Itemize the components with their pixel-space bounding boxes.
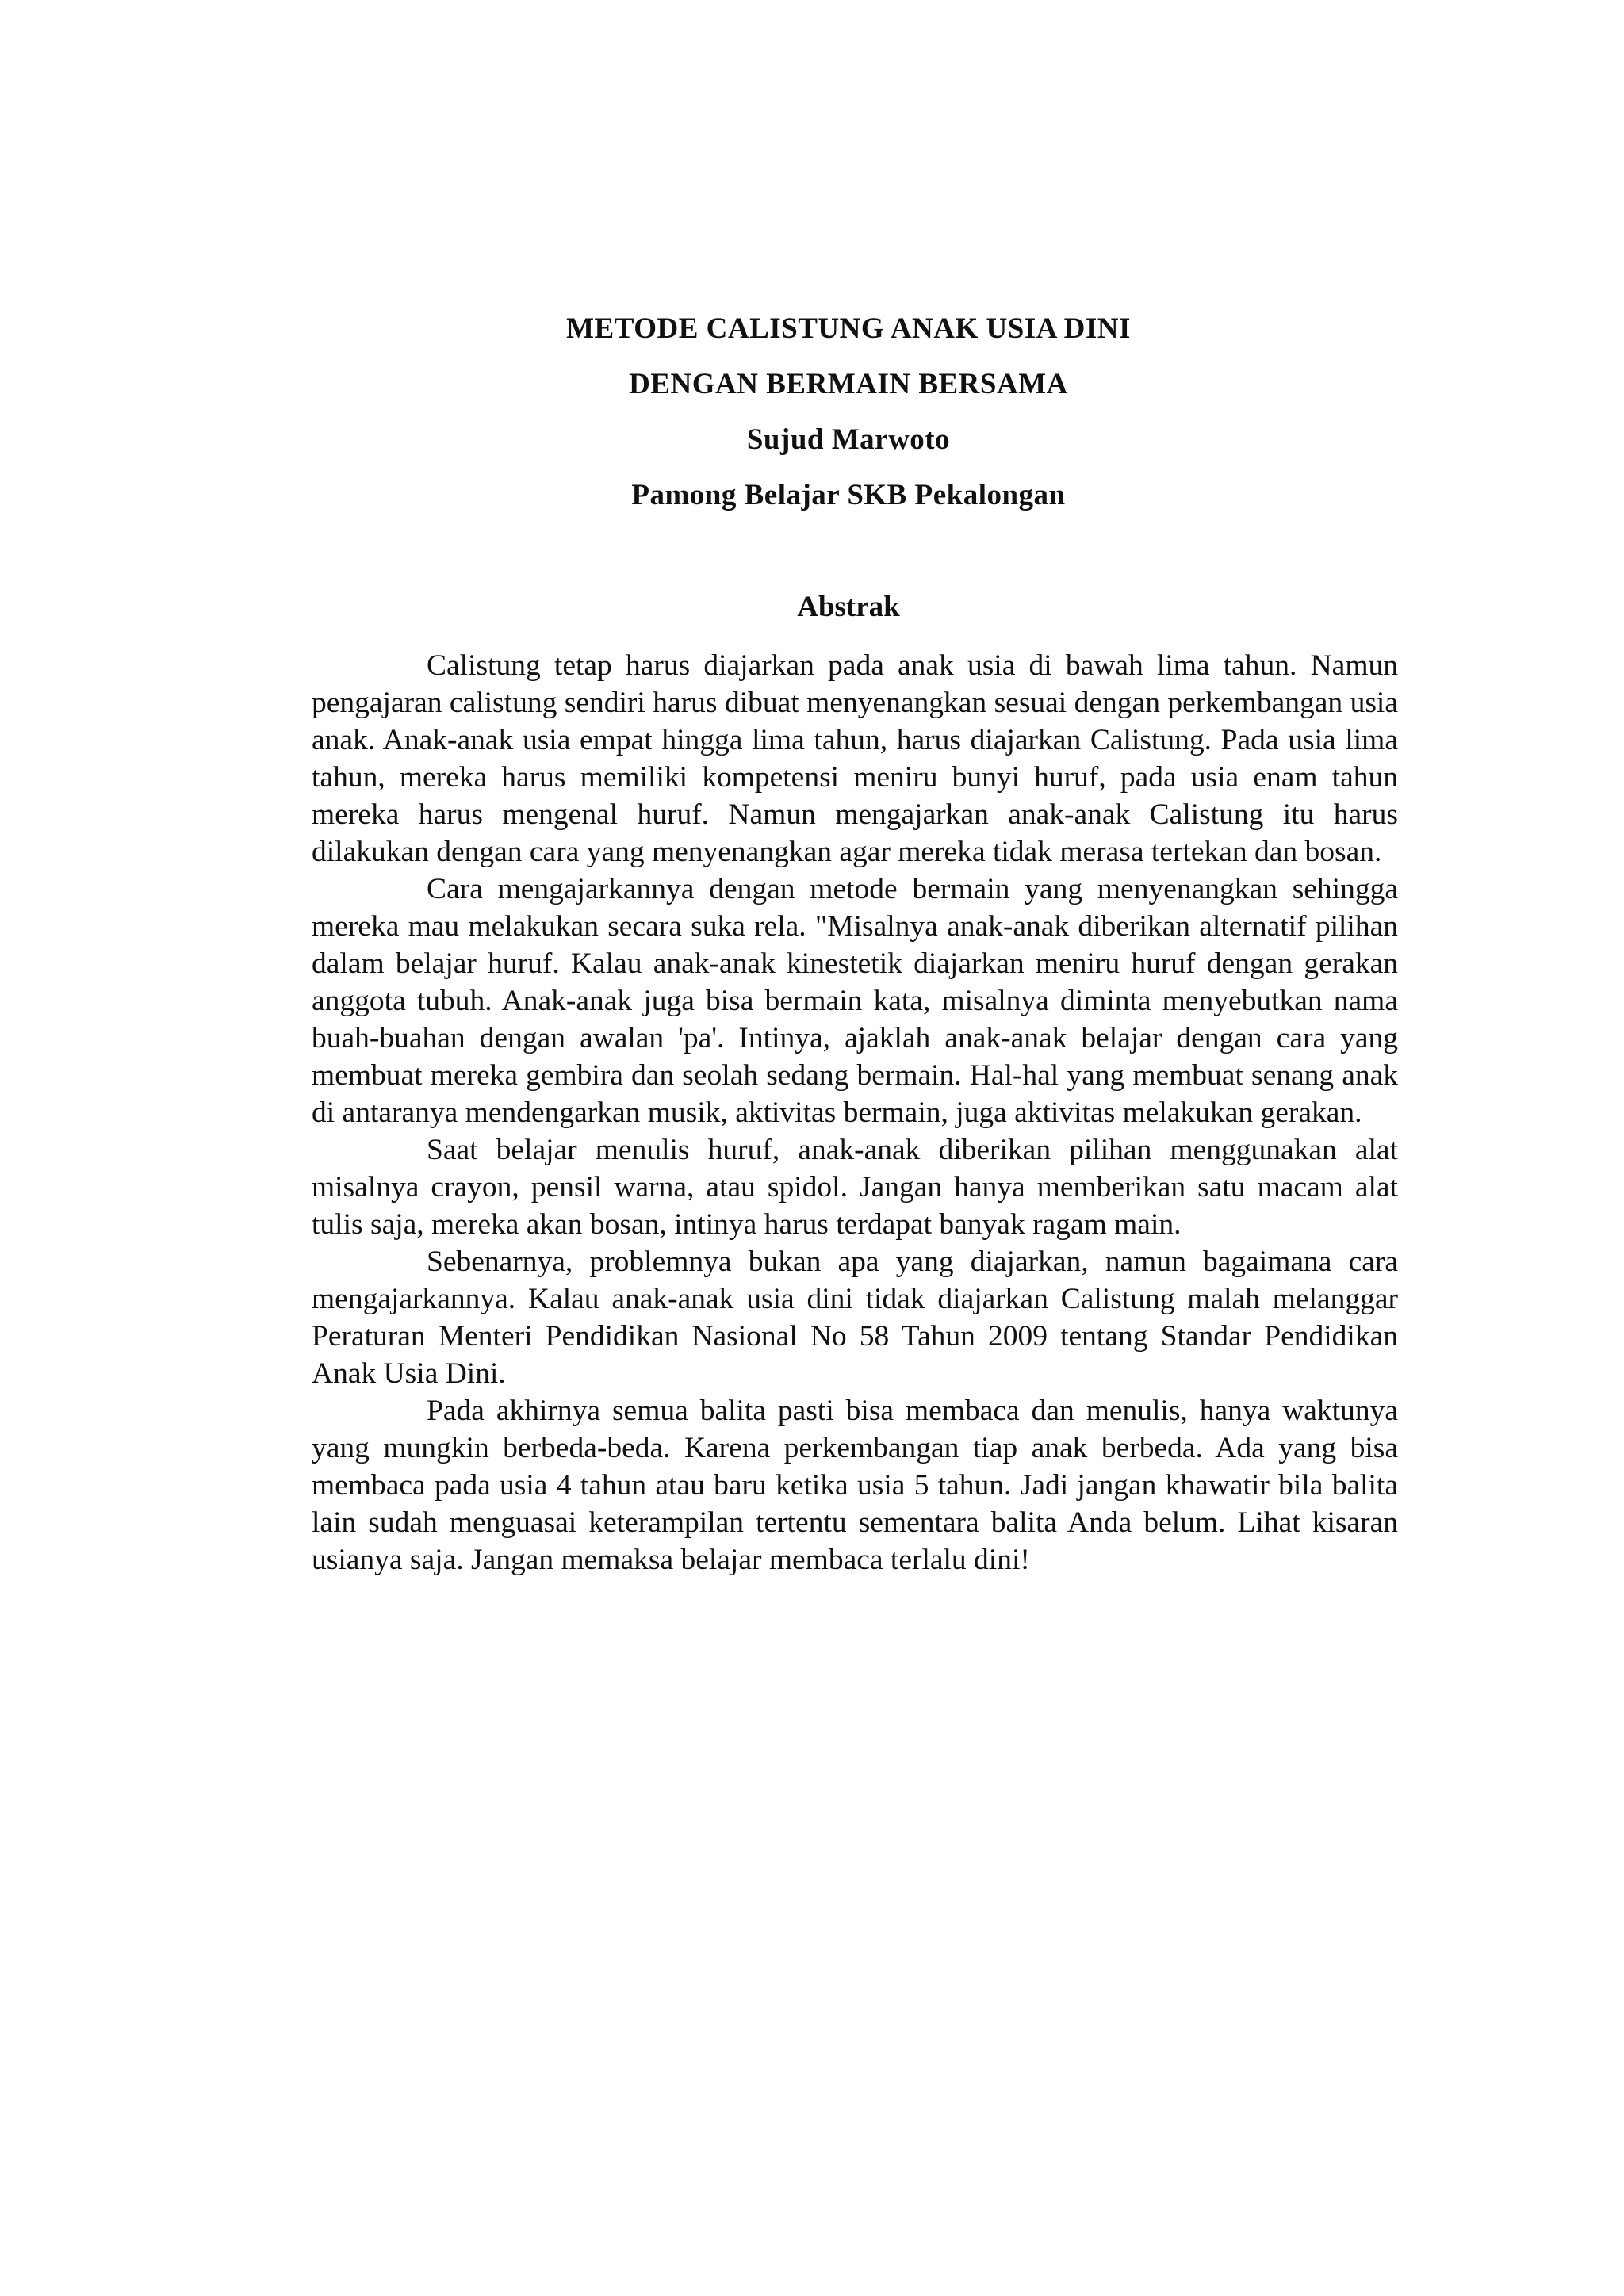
abstract-heading: Abstrak xyxy=(797,591,900,623)
abstract-body xyxy=(312,647,1398,1578)
author-affiliation: Pamong Belajar SKB Pekalongan xyxy=(631,479,1066,511)
paragraph-1: Calistung tetap harus diajarkan pada anak usia di bawah lima tahun. Namun pengajaran calistung sendiri harus dibuat menyenangkan sesuai dengan perkembangan usia anak. Anak-anak usia empat hingga lima tahun, harus diajarkan Calistung. Pada usia lima tahun, mereka harus memiliki kompetensi meniru bunyi huruf, pada usia enam tahun mereka harus mengenal huruf. Namun mengajarkan anak-anak Calistung itu harus dilakukan dengan cara yang menyenangkan agar mereka tidak merasa tertekan dan bosan. xyxy=(312,649,1398,868)
paragraph-4: Sebenarnya, problemnya bukan apa yang diajarkan, namun bagaimana cara mengajarkannya. Kalau anak-anak usia dini tidak diajarkan Calistung malah melanggar Peraturan Menteri Pendidikan Nasional No 58 Tahun 2009 tentang Standar Pendidikan Anak Usia Dini. xyxy=(312,1246,1398,1390)
author-name: Sujud Marwoto xyxy=(746,423,951,456)
document-title-line-1: METODE CALISTUNG ANAK USIA DINI xyxy=(566,312,1131,345)
paragraph-3: Saat belajar menulis huruf, anak-anak diberikan pilihan menggunakan alat misalnya crayon, pensil warna, atau spidol. Jangan hanya memberikan satu macam alat tulis saja, mereka akan bosan, intinya harus terdapat banyak ragam main. xyxy=(312,1134,1398,1241)
title-block xyxy=(0,301,1624,523)
document-title-line-2: DENGAN BERMAIN BERSAMA xyxy=(629,368,1068,400)
paragraph-2: Cara mengajarkannya dengan metode bermain yang menyenangkan sehingga mereka mau melakukan secara suka rela. "Misalnya anak-anak diberikan alternatif pilihan dalam belajar huruf. Kalau anak-anak kinestetik diajarkan meniru huruf dengan gerakan anggota tubuh. Anak-anak juga bisa bermain kata, misalnya diminta menyebutkan nama buah-buahan dengan awalan 'pa'. Intinya, ajaklah anak-anak belajar dengan cara yang membuat mereka gembira dan seolah sedang bermain. Hal-hal yang membuat senang anak di antaranya mendengarkan musik, aktivitas bermain, juga aktivitas melakukan gerakan. xyxy=(312,873,1398,1129)
paragraph-5: Pada akhirnya semua balita pasti bisa membaca dan menulis, hanya waktunya yang mungkin berbeda-beda. Karena perkembangan tiap anak berbeda. Ada yang bisa membaca pada usia 4 tahun atau baru ketika usia 5 tahun. Jadi jangan khawatir bila balita lain sudah menguasai keterampilan tertentu sementara balita Anda belum. Lihat kisaran usianya saja. Jangan memaksa belajar membaca terlalu dini! xyxy=(312,1395,1398,1576)
